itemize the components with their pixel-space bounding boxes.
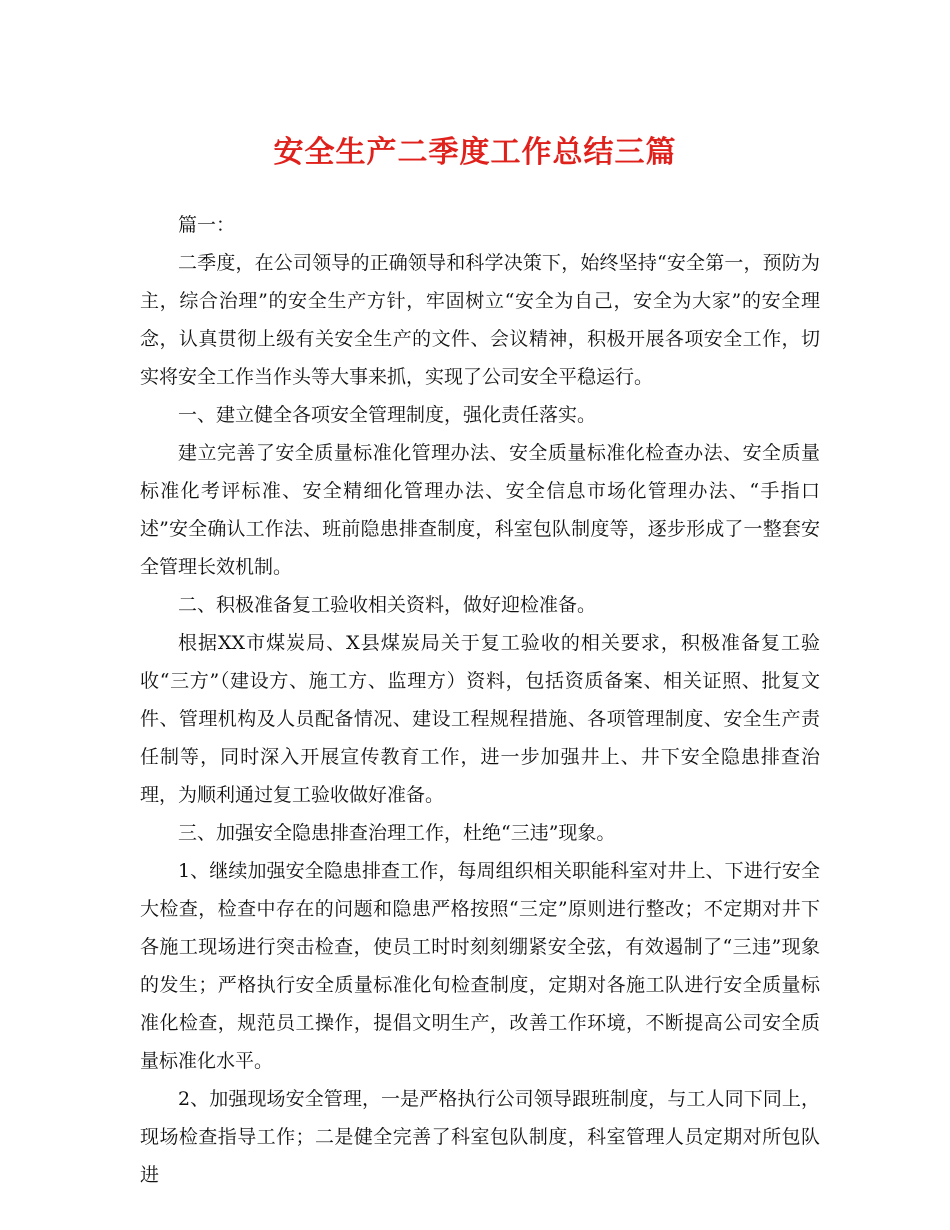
paragraph: 建立完善了安全质量标准化管理办法、安全质量标准化检查办法、安全质量标准化考评标准、安全精细化管理办法、安全信息市场化管理办法、“手指口述”安全确认工作法、班前隐患排查制度，科室包队制度等，逐步形成了一整套安全管理长效机制。 [140,442,820,578]
paragraph: 2、加强现场安全管理，一是严格执行公司领导跟班制度，与工人同下同上，现场检查指导工作；二是健全完善了科室包队制度，科室管理人员定期对所包队进 [140,1088,820,1186]
paragraph: 根据XX市煤炭局、X县煤炭局关于复工验收的相关要求，积极准备复工验收“三方”（建设方、施工方、监理方）资料，包括资质备案、相关证照、批复文件、管理机构及人员配备情况、建设工程规程措施、各项管理制度、安全生产责任制等，同时深入开展宣传教育工作，进一步加强井上、井下安全隐患排查治理，为顺利通过复工验收做好准备。 [140,632,820,806]
section-heading: 篇一： [178,214,236,236]
document-title: 安全生产二季度工作总结三篇 [273,135,677,170]
section-heading: 一、建立健全各项安全管理制度，强化责任落实。 [178,404,597,426]
paragraph: 二季度，在公司领导的正确领导和科学决策下，始终坚持“安全第一，预防为主，综合治理”的安全生产方针，牢固树立“安全为自己，安全为大家”的安全理念，认真贯彻上级有关安全生产的文件、会议精神，积极开展各项安全工作，切实将安全工作当作头等大事来抓，实现了公司安全平稳运行。 [140,252,820,388]
paragraph: 1、继续加强安全隐患排查工作，每周组织相关职能科室对井上、下进行安全大检查，检查中存在的问题和隐患严格按照“三定”原则进行整改；不定期对井下各施工现场进行突击检查，使员工时时刻刻绷紧安全弦，有效遏制了“三违”现象的发生；严格执行安全质量标准化旬检查制度，定期对各施工队进行安全质量标准化检查，规范员工操作，提倡文明生产，改善工作环境，不断提高公司安全质量标准化水平。 [140,860,820,1072]
document-body [140,206,820,1194]
section-heading: 三、加强安全隐患排查治理工作，杜绝“三违”现象。 [178,822,616,844]
section-heading: 二、积极准备复工验收相关资料，做好迎检准备。 [178,594,597,616]
